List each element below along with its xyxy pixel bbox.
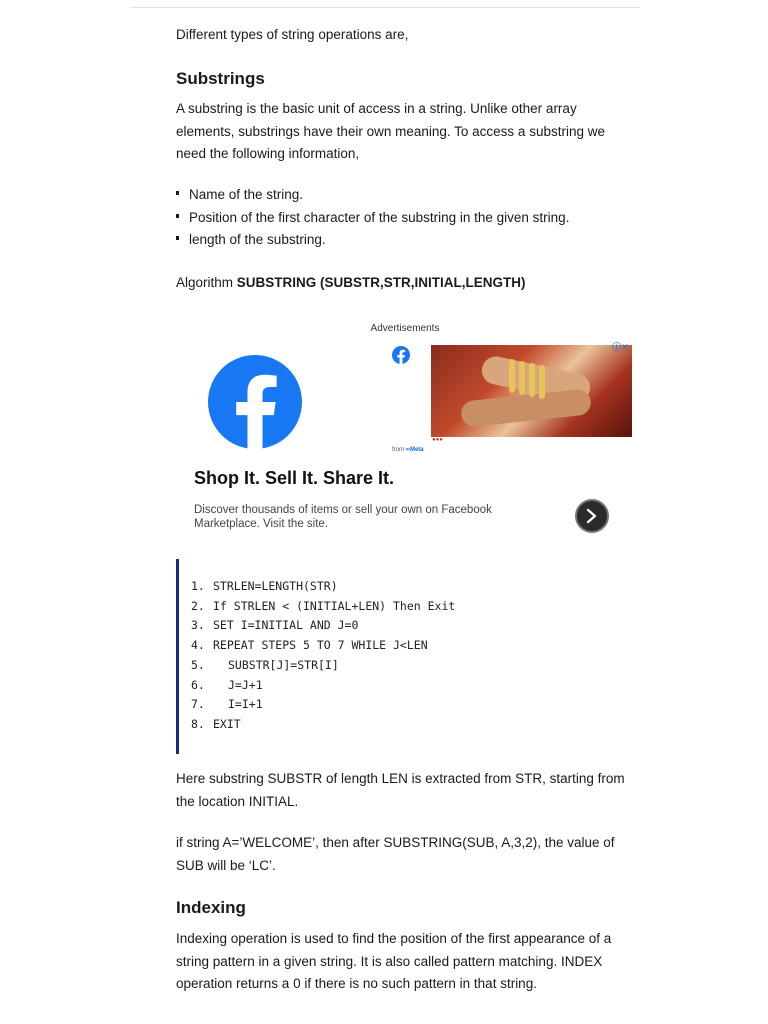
code-line (191, 695, 455, 715)
ad-image-bangle (509, 359, 515, 393)
example-paragraph: if string A=’WELCOME’, then after SUBSTRING(SUB, A,3,2), the value of SUB will be ‘LC’. (176, 835, 615, 873)
code-lines (179, 577, 455, 735)
line-number: 5. (191, 657, 205, 672)
ad-description: Discover thousands of items or sell your own on Facebook Marketplace. Visit the site. (194, 504, 492, 530)
code-line (191, 656, 455, 676)
meta-tag (392, 447, 424, 453)
ad-image-bangle (519, 361, 525, 395)
ad-next-button[interactable] (575, 499, 609, 533)
line-text: SUBSTR[J]=STR[I] (228, 657, 339, 672)
facebook-ad[interactable] (176, 337, 634, 542)
list-item: Name of the string. (176, 184, 569, 207)
line-number: 2. (191, 598, 205, 613)
algorithm-title (176, 272, 526, 295)
indexing-heading: Indexing (176, 898, 246, 917)
line-number: 8. (191, 716, 205, 731)
top-divider (130, 7, 640, 8)
algorithm-prefix: Algorithm (176, 275, 237, 290)
line-text: If STRLEN < (INITIAL+LEN) Then Exit (213, 598, 456, 613)
indexing-paragraph: Indexing operation is used to find the position of the first appearance of a string pattern in a given string. It is also called pattern matching. INDEX operation returns a 0 if there is no such pattern in that string. (176, 931, 612, 991)
code-line (191, 577, 455, 597)
intro-text: Different types of string operations are, (176, 27, 409, 42)
code-line (191, 616, 455, 636)
ad-image-arm (460, 388, 592, 427)
line-number: 1. (191, 579, 205, 593)
chevron-right-icon (585, 508, 599, 524)
adchoices-icon[interactable]: ⓘ✕ (612, 342, 629, 352)
line-number: 4. (191, 638, 205, 653)
facebook-logo-icon (208, 355, 302, 449)
list-item: Position of the first character of the substring in the given string. (176, 207, 569, 230)
code-line (191, 715, 455, 735)
line-text: EXIT (213, 716, 241, 731)
algorithm-code-block (176, 559, 637, 754)
line-text: SET I=INITIAL AND J=0 (213, 618, 359, 633)
line-number: 3. (191, 618, 205, 633)
code-line (191, 676, 455, 696)
list-item: length of the substring. (176, 229, 569, 252)
substrings-paragraph: A substring is the basic unit of access in a string. Unlike other array elements, substrings have their own meaning. To access a substring we need the following information, (176, 101, 605, 161)
algorithm-name: SUBSTRING (SUBSTR,STR,INITIAL,LENGTH) (236, 275, 526, 290)
code-line (191, 597, 455, 617)
substring-info-list (176, 184, 569, 252)
extract-paragraph: Here substring SUBSTR of length LEN is extracted from STR, starting from the location INITIAL. (176, 771, 625, 809)
ad-image[interactable] (431, 345, 632, 437)
ad-image-bangle (529, 363, 535, 397)
meta-brand: ∞Meta (405, 447, 424, 453)
ad-title[interactable]: Shop It. Sell It. Share It. (194, 468, 395, 488)
line-number: 7. (191, 697, 205, 712)
line-text: REPEAT STEPS 5 TO 7 WHILE J<LEN (213, 638, 428, 653)
ad-indicator-icon: ●●● (432, 437, 443, 443)
ad-image-bangle (539, 365, 545, 399)
line-number: 6. (191, 677, 205, 692)
line-text: I=I+1 (228, 697, 263, 712)
line-text: J=J+1 (228, 677, 263, 692)
facebook-small-icon (392, 346, 410, 364)
ad-label: Advertisements (370, 323, 440, 334)
line-text: STRLEN=LENGTH(STR) (213, 579, 338, 593)
code-line (191, 636, 455, 656)
meta-from: from (392, 447, 406, 453)
substrings-heading: Substrings (176, 69, 265, 88)
